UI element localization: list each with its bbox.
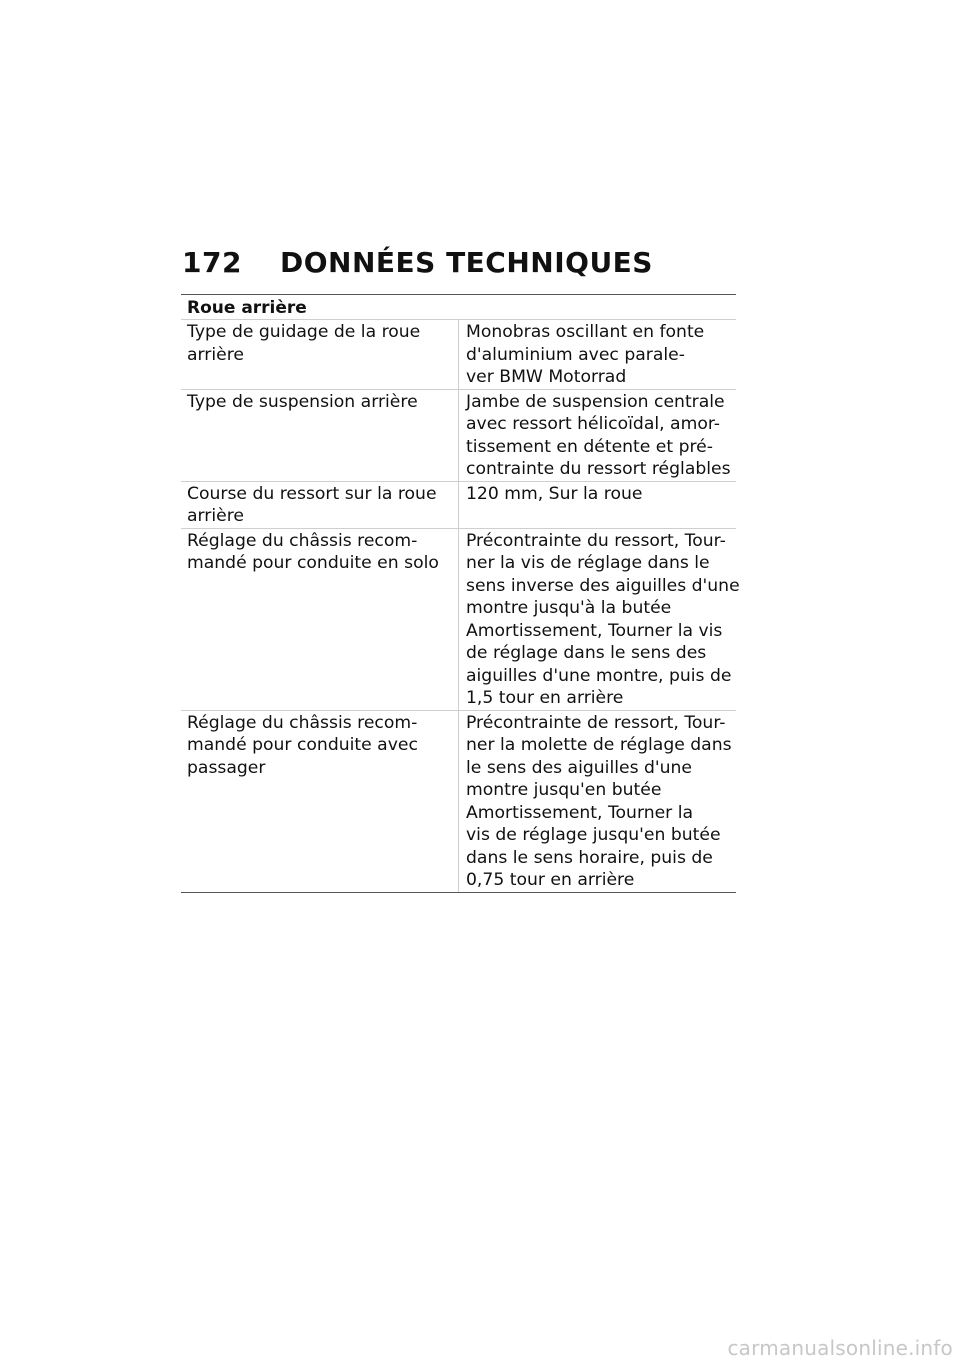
spec-row bbox=[181, 320, 736, 390]
page-header bbox=[182, 246, 742, 286]
value-line: ner la vis de réglage dans le bbox=[466, 553, 710, 573]
label-line: Réglage du châssis recom- bbox=[187, 712, 418, 733]
value-line: montre jusqu'à la butée bbox=[466, 598, 672, 618]
value-line: 120 mm, Sur la roue bbox=[466, 483, 643, 504]
chapter-title: DONNÉES TECHNIQUES bbox=[280, 246, 653, 279]
value-line: contrainte du ressort réglables bbox=[466, 459, 731, 479]
value-line: 1,5 tour en arrière bbox=[466, 688, 624, 708]
section-title: Roue arrière bbox=[181, 294, 736, 320]
spec-row bbox=[181, 482, 736, 529]
spec-label bbox=[181, 529, 459, 710]
value-line: Précontrainte de ressort, Tour- bbox=[466, 712, 726, 733]
spec-label bbox=[181, 390, 459, 481]
value-line: d'aluminium avec parale- bbox=[466, 344, 685, 365]
spec-row bbox=[181, 390, 736, 482]
spec-value bbox=[459, 390, 736, 481]
value-line: vis de réglage jusqu'en butée bbox=[466, 825, 721, 845]
label-line: passager bbox=[187, 757, 266, 778]
value-line: le sens des aiguilles d'une bbox=[466, 757, 692, 778]
value-line: tissement en détente et pré- bbox=[466, 436, 713, 457]
value-line: Monobras oscillant en fonte bbox=[466, 322, 705, 342]
value-line: ver BMW Motorrad bbox=[466, 367, 627, 387]
spec-table bbox=[181, 294, 740, 893]
label-line: Réglage du châssis recom- bbox=[187, 530, 418, 551]
spec-value bbox=[459, 529, 744, 710]
value-line: aiguilles d'une montre, puis de bbox=[466, 665, 732, 686]
label-line: arrière bbox=[187, 506, 244, 526]
label-line: Type de suspension arrière bbox=[187, 391, 418, 412]
page-number: 172 bbox=[182, 246, 242, 279]
value-line: sens inverse des aiguilles d'une bbox=[466, 575, 740, 596]
value-line: Amortissement, Tourner la bbox=[466, 802, 694, 823]
spec-value bbox=[459, 711, 736, 892]
value-line: avec ressort hélicoïdal, amor- bbox=[466, 414, 721, 434]
label-line: mandé pour conduite avec bbox=[187, 735, 418, 755]
spec-row bbox=[181, 529, 740, 711]
spec-value bbox=[459, 320, 736, 389]
label-line: Course du ressort sur la roue bbox=[187, 483, 437, 504]
value-line: Jambe de suspension centrale bbox=[466, 391, 725, 412]
spec-label bbox=[181, 482, 459, 528]
spec-label bbox=[181, 711, 459, 892]
value-line: montre jusqu'en butée bbox=[466, 780, 662, 800]
label-line: arrière bbox=[187, 344, 244, 365]
spec-value bbox=[459, 482, 736, 528]
value-line: 0,75 tour en arrière bbox=[466, 870, 635, 890]
watermark-text: carmanualsonline.info bbox=[727, 1336, 953, 1360]
spec-row bbox=[181, 711, 736, 893]
value-line: ner la molette de réglage dans bbox=[466, 735, 732, 755]
value-line: dans le sens horaire, puis de bbox=[466, 847, 713, 868]
value-line: Précontrainte du ressort, Tour- bbox=[466, 530, 726, 551]
label-line: mandé pour conduite en solo bbox=[187, 553, 439, 573]
spec-label bbox=[181, 320, 459, 389]
label-line: Type de guidage de la roue bbox=[187, 322, 421, 342]
value-line: Amortissement, Tourner la vis bbox=[466, 620, 723, 641]
value-line: de réglage dans le sens des bbox=[466, 643, 707, 663]
